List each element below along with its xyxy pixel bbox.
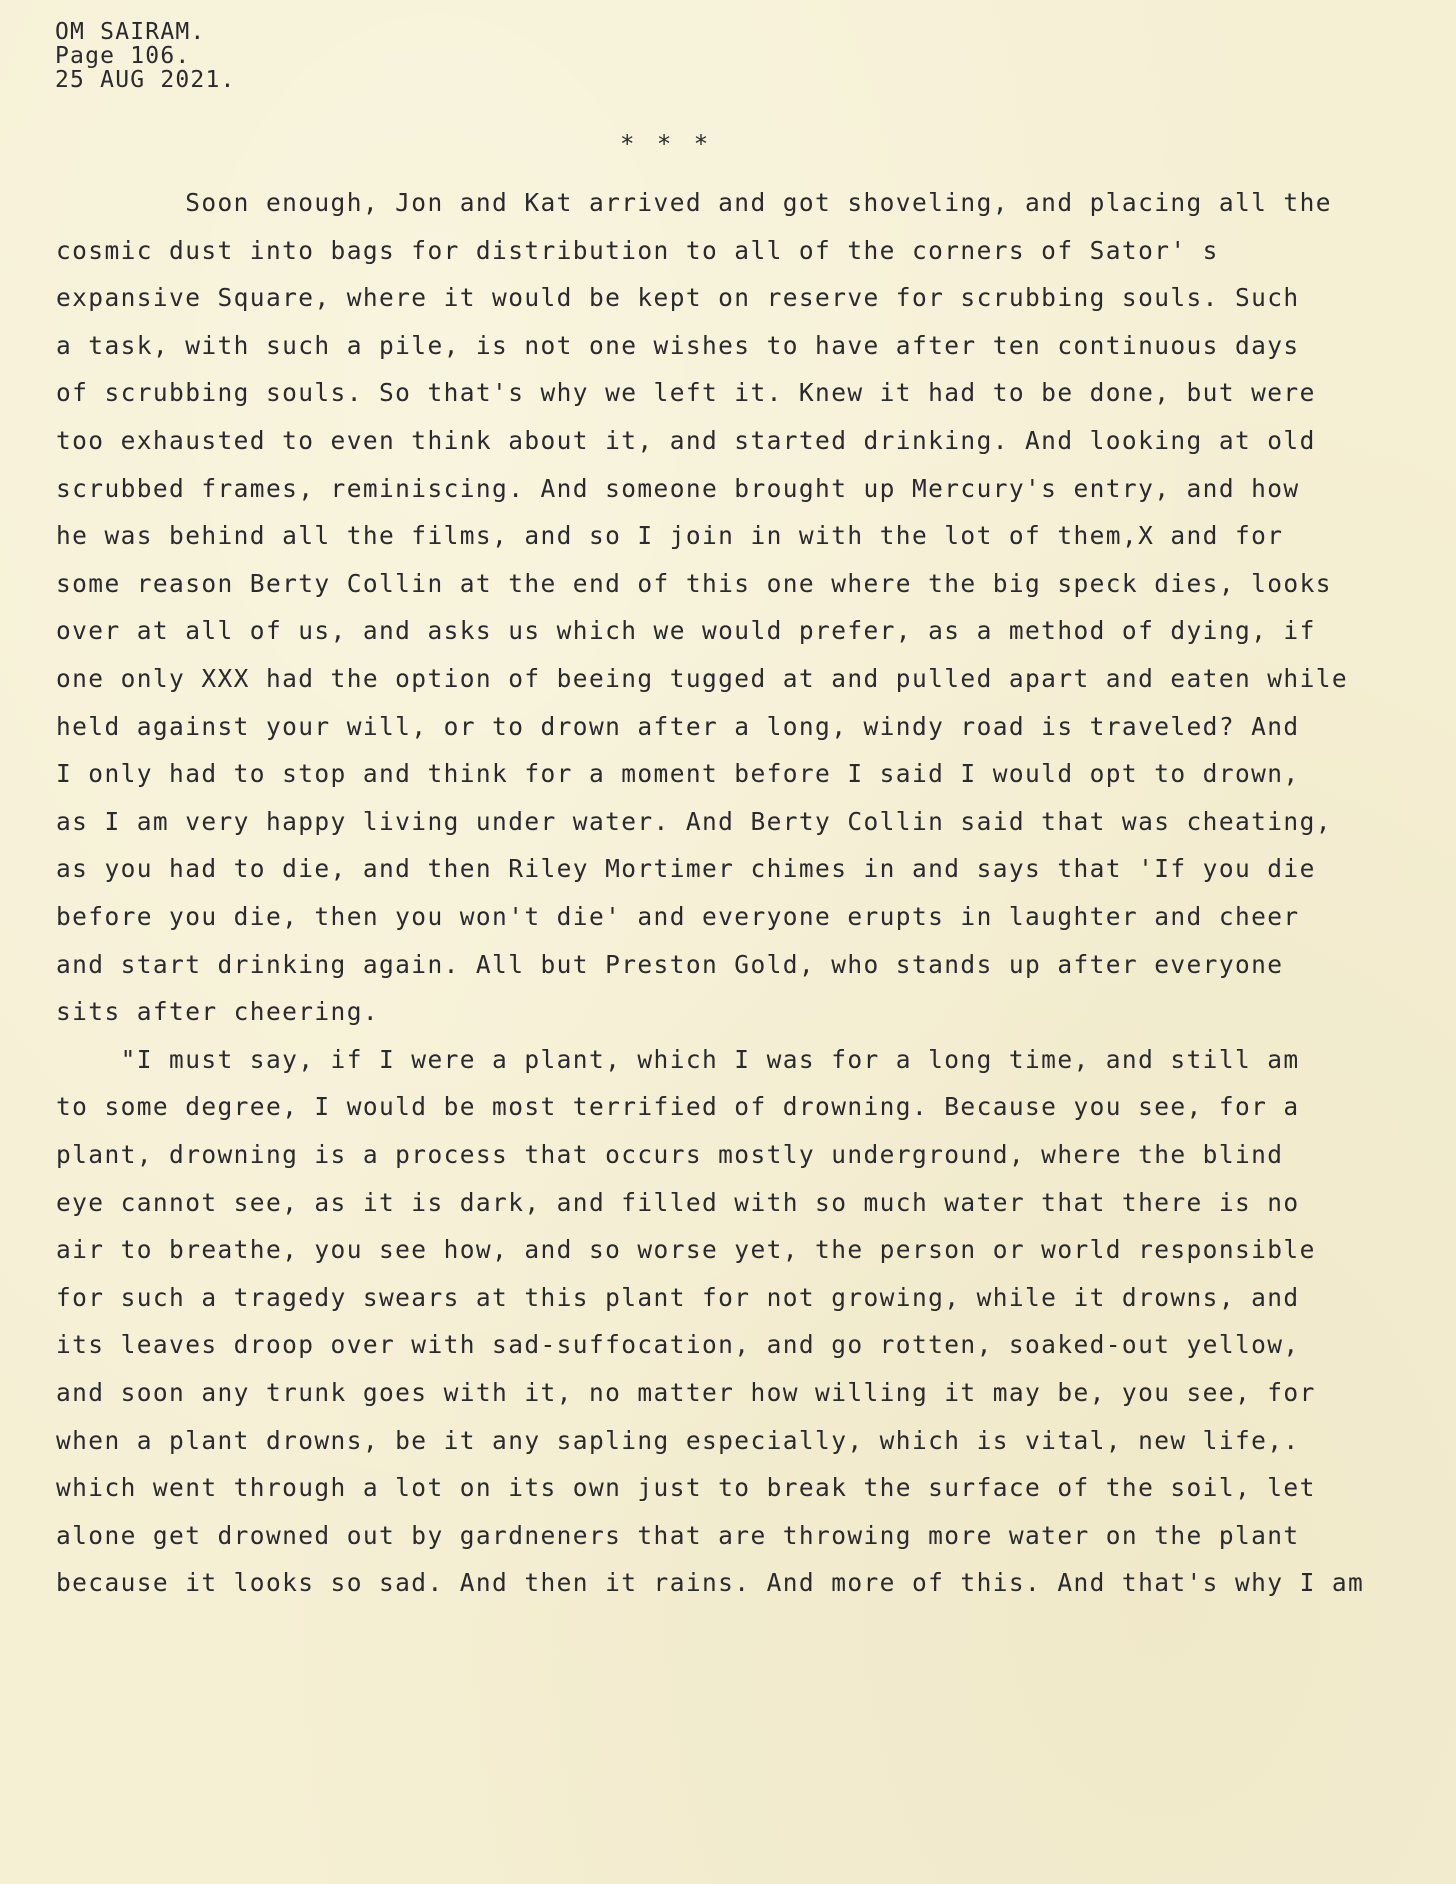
text-line: plant, drowning is a process that occurs mostly underground, where the blind: [56, 1140, 1284, 1169]
text-line: sits after cheering.: [56, 997, 380, 1027]
text-line: of scrubbing souls. So that's why we left it. Knew it had to be done, but were: [56, 378, 1316, 408]
text-line: I only had to stop and think for a moment before I said I would opt to drown,: [56, 759, 1300, 789]
header-title: OM SAIRAM.: [55, 19, 206, 45]
text-line: "I must say, if I were a plant, which I was for a long time, and still am: [56, 1044, 1300, 1074]
text-line: expansive Square, where it would be kept on reserve for scrubbing souls. Such: [56, 283, 1300, 313]
text-line: Soon enough, Jon and Kat arrived and got shoveling, and placing all the: [56, 188, 1332, 217]
text-line: alone get drowned out by gardneners that are throwing more water on the plant: [56, 1520, 1300, 1550]
text-line: a task, with such a pile, is not one wishes to have after ten continuous days: [56, 330, 1300, 360]
header-date: 25 AUG 2021.: [55, 67, 236, 93]
text-line: as I am very happy living under water. And Berty Collin said that was cheating,: [56, 806, 1332, 836]
text-line: because it looks so sad. And then it rains. And more of this. And that's why I am: [56, 1568, 1365, 1598]
text-line: cosmic dust into bags for distribution to all of the corners of Sator' s: [56, 235, 1219, 265]
text-line: too exhausted to even think about it, and started drinking. And looking at old: [56, 426, 1316, 455]
text-line: its leaves droop over with sad-suffocation, and go rotten, soaked-out yellow,: [56, 1330, 1300, 1360]
text-line: for such a tragedy swears at this plant for not growing, while it drowns, and: [56, 1282, 1300, 1312]
text-line: before you die, then you won't die' and everyone erupts in laughter and cheer: [56, 902, 1300, 931]
text-line: some reason Berty Collin at the end of this one where the big speck dies, looks: [56, 568, 1332, 598]
page-header: [55, 20, 236, 92]
text-line: and soon any trunk goes with it, no matter how willing it may be, you see, for: [56, 1378, 1316, 1407]
text-line: which went through a lot on its own just to break the surface of the soil, let: [56, 1473, 1316, 1503]
text-line: one only XXX had the option of beeing tugged at and pulled apart and eaten while: [56, 664, 1349, 693]
section-separator: * * *: [620, 130, 713, 158]
text-line: and start drinking again. All but Preston Gold, who stands up after everyone: [56, 949, 1284, 979]
text-line: when a plant drowns, be it any sapling especially, which is vital, new life,.: [56, 1425, 1300, 1455]
text-line: held against your will, or to drown after a long, windy road is traveled? And: [56, 711, 1300, 741]
text-line: scrubbed frames, reminiscing. And someone brought up Mercury's entry, and how: [56, 473, 1300, 503]
text-line: to some degree, I would be most terrified of drowning. Because you see, for a: [56, 1092, 1300, 1122]
header-page-number: Page 106.: [55, 43, 191, 69]
text-line: air to breathe, you see how, and so worse yet, the person or world responsible: [56, 1235, 1316, 1265]
text-line: as you had to die, and then Riley Mortimer chimes in and says that 'If you die: [56, 854, 1316, 884]
text-line: he was behind all the films, and so I join in with the lot of them,X and for: [56, 521, 1284, 551]
text-line: eye cannot see, as it is dark, and filled with so much water that there is no: [56, 1187, 1300, 1217]
text-line: over at all of us, and asks us which we would prefer, as a method of dying, if: [56, 616, 1316, 646]
